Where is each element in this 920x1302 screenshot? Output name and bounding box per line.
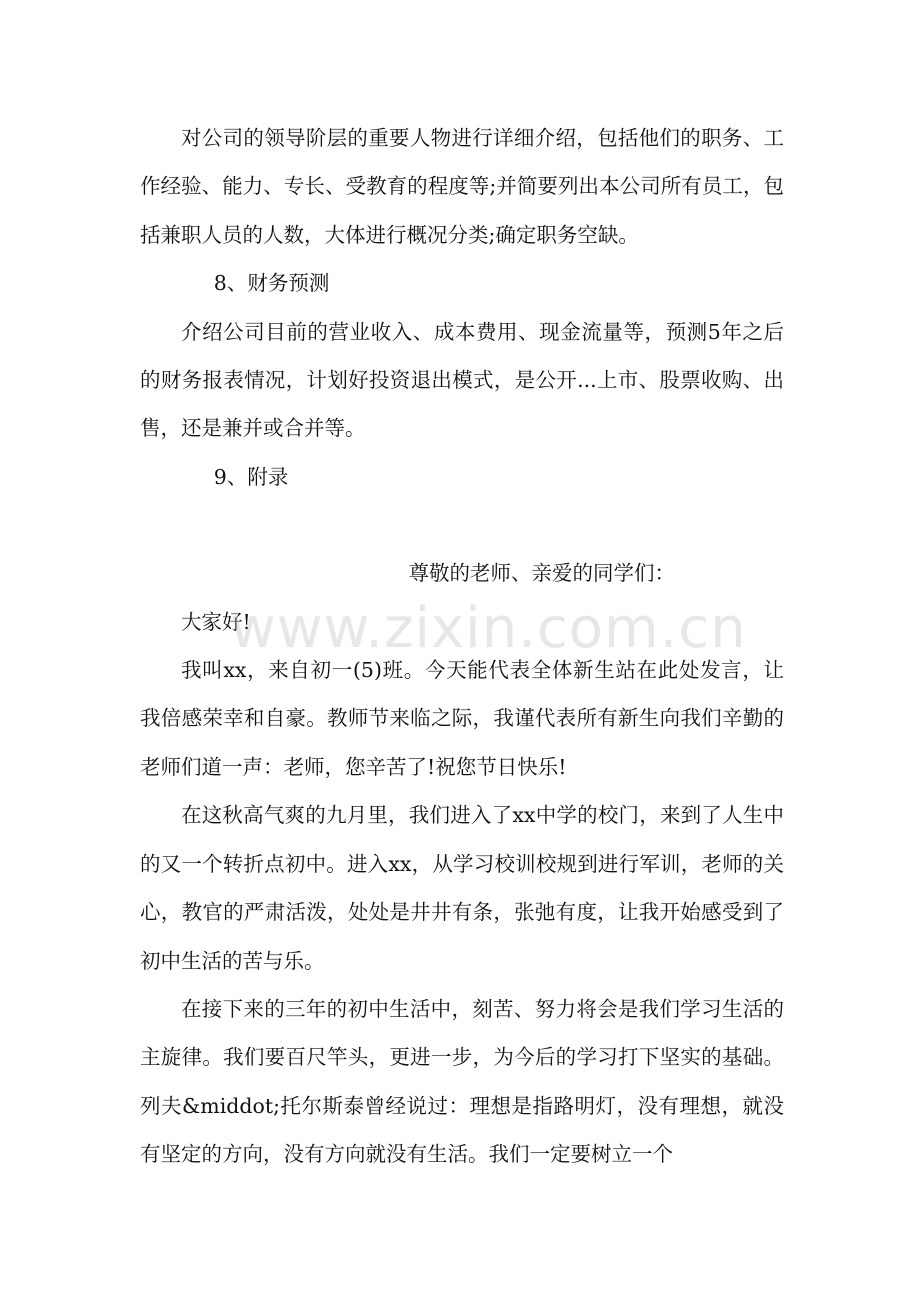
watermark: www.zixin.com.cn [230, 596, 747, 661]
paragraph-financial: 介绍公司目前的营业收入、成本费用、现金流量等，预测5年之后的财务报表情况，计划好投资退出模式，是公开...上市、股票收购、出售，还是兼并或合并等。 [140, 319, 784, 441]
paragraph-three-years: 在接下来的三年的初中生活中，刻苦、努力将会是我们学习生活的主旋律。我们要百尺竿头，更进一步，为今后的学习打下坚实的基础。列夫&middot;托尔斯泰曾经说过：理想是指路明灯，没有理想，就没有坚定的方向，没有方向就没有生活。我们一定要树立一个 [140, 996, 784, 1167]
paragraph-leadership: 对公司的领导阶层的重要人物进行详细介绍，包括他们的职务、工作经验、能力、专长、受教育的程度等;并简要列出本公司所有员工，包括兼职人员的人数，大体进行概况分类;确定职务空缺。 [140, 126, 784, 247]
paragraph-introduction: 我叫xx，来自初一(5)班。今天能代表全体新生站在此处发言，让我倍感荣幸和自豪。教师节来临之际，我谨代表所有新生向我们辛勤的老师们道一声：老师，您辛苦了!祝您节日快乐! [140, 658, 784, 779]
paragraph-hello: 大家好! [181, 609, 251, 634]
heading-appendix: 9、附录 [213, 464, 289, 489]
document-body [140, 114, 784, 1179]
salutation: 尊敬的老师、亲爱的同学们： [408, 561, 676, 586]
paragraph-september: 在这秋高气爽的九月里，我们进入了xx中学的校门，来到了人生中的又一个转折点初中。进入xx，从学习校训校规到进行军训，老师的关心，教官的严肃活泼，处处是井井有条，张弛有度，让我开始感受到了初中生活的苦与乐。 [140, 803, 784, 973]
heading-financial-forecast: 8、财务预测 [213, 271, 330, 296]
